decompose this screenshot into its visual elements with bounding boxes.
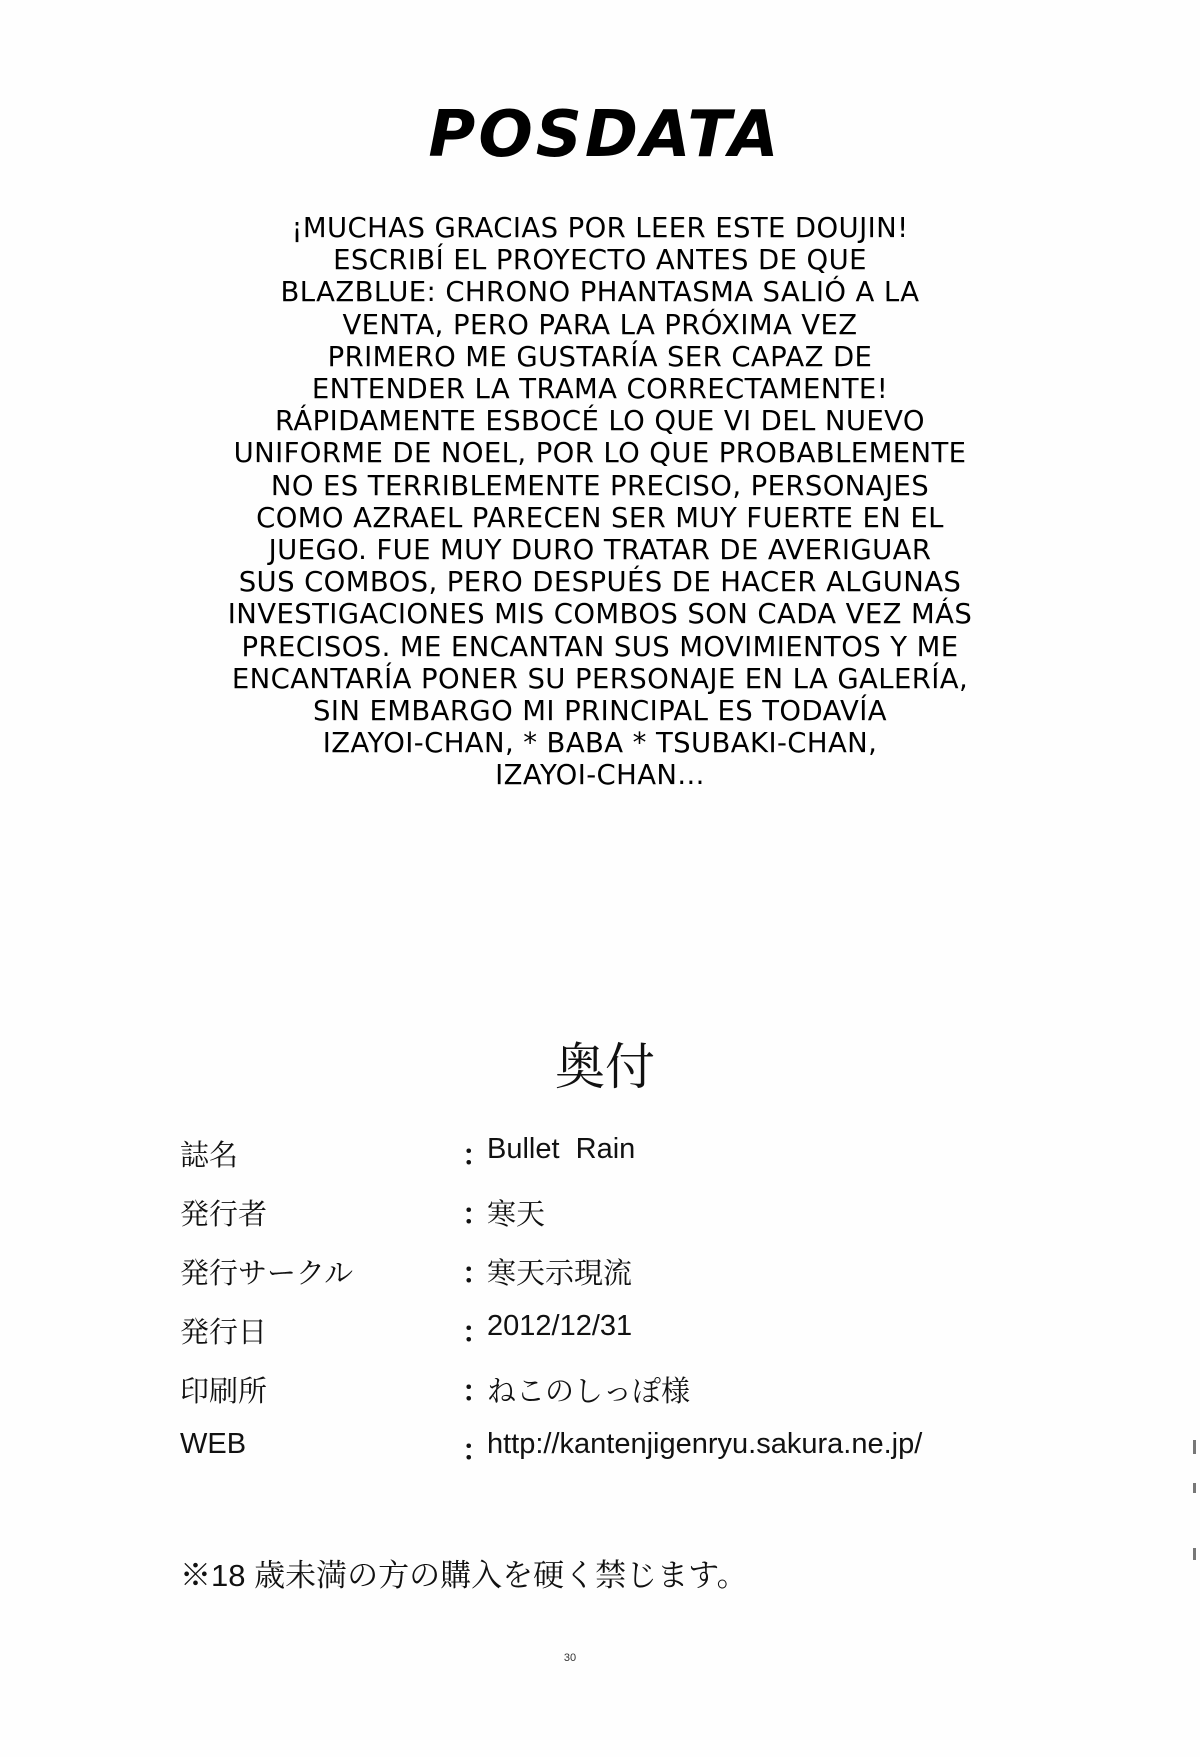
colophon-title: 奥付 xyxy=(555,1038,655,1096)
afterword-text xyxy=(150,212,1050,792)
colophon-label: 発行者 xyxy=(180,1199,268,1231)
colophon-row-web xyxy=(180,1428,1080,1487)
colophon-value: 寒天 xyxy=(487,1199,546,1231)
afterword-line: BLAZBLUE: CHRONO PHANTASMA SALIÓ A LA xyxy=(280,276,920,309)
afterword-line: PRIMERO ME GUSTARÍA SER CAPAZ DE xyxy=(327,340,873,373)
afterword-line: JUEGO. FUE MUY DURO TRATAR DE AVERIGUAR xyxy=(268,534,932,567)
afterword-line: ENTENDER LA TRAMA CORRECTAMENTE! xyxy=(311,373,889,406)
page-number: 30 xyxy=(563,1652,577,1664)
scan-edge-mark xyxy=(1193,1483,1196,1493)
colophon-colon: ： xyxy=(462,1317,492,1349)
colophon-label: 誌名 xyxy=(180,1140,239,1172)
afterword-line: VENTA, PERO PARA LA PRÓXIMA VEZ xyxy=(342,308,858,341)
colophon-label: 発行日 xyxy=(180,1317,268,1349)
afterword-line: NO ES TERRIBLEMENTE PRECISO, PERSONAJES xyxy=(270,469,930,502)
afterword-line: ENCANTARÍA PONER SU PERSONAJE EN LA GALERÍA, xyxy=(231,662,969,695)
colophon-row-date xyxy=(180,1310,1080,1369)
colophon-row-title xyxy=(180,1133,1080,1192)
colophon-table xyxy=(180,1133,1080,1487)
colophon-colon: ： xyxy=(462,1435,492,1467)
afterword-line: ESCRIBÍ EL PROYECTO ANTES DE QUE xyxy=(333,244,867,277)
colophon-value: Bullet Rain xyxy=(487,1133,636,1165)
scan-edge-mark xyxy=(1193,1440,1196,1454)
colophon-value: 寒天示現流 xyxy=(487,1258,633,1290)
colophon-colon: ： xyxy=(462,1376,492,1408)
colophon-row-printer xyxy=(180,1369,1080,1428)
page-title: POSDATA xyxy=(428,98,782,172)
colophon-row-circle xyxy=(180,1251,1080,1310)
afterword-line: RÁPIDAMENTE ESBOCÉ LO QUE VI DEL NUEVO xyxy=(275,405,925,438)
colophon-colon: ： xyxy=(462,1140,492,1172)
afterword-line: SIN EMBARGO MI PRINCIPAL ES TODAVÍA xyxy=(313,695,887,728)
colophon-label: WEB xyxy=(180,1428,247,1460)
afterword-line: INVESTIGACIONES MIS COMBOS SON CADA VEZ MÁS xyxy=(227,598,973,631)
scan-edge-mark xyxy=(1193,1548,1196,1560)
colophon-label: 発行サークル xyxy=(180,1258,354,1290)
afterword-line: IZAYOI-CHAN... xyxy=(495,759,705,792)
age-restriction-notice: ※18 歳未満の方の購入を硬く禁じます。 xyxy=(180,1558,748,1593)
colophon-label: 印刷所 xyxy=(180,1376,268,1408)
afterword-line: ¡MUCHAS GRACIAS POR LEER ESTE DOUJIN! xyxy=(291,212,909,244)
colophon-colon: ： xyxy=(462,1258,492,1290)
colophon-colon: ： xyxy=(462,1199,492,1231)
afterword-line: COMO AZRAEL PARECEN SER MUY FUERTE EN EL xyxy=(256,501,944,534)
afterword-line: IZAYOI-CHAN, * BABA * TSUBAKI-CHAN, xyxy=(322,727,878,760)
afterword-line: UNIFORME DE NOEL, POR LO QUE PROBABLEMENTE xyxy=(233,437,967,470)
colophon-value: ねこのしっぽ様 xyxy=(487,1376,691,1408)
colophon-value: 2012/12/31 xyxy=(487,1310,633,1342)
afterword-line: PRECISOS. ME ENCANTAN SUS MOVIMIENTOS Y ME xyxy=(241,630,959,663)
colophon-row-publisher xyxy=(180,1192,1080,1251)
afterword-line: SUS COMBOS, PERO DESPUÉS DE HACER ALGUNAS xyxy=(238,566,962,599)
colophon-web-link: http://kantenjigenryu.sakura.ne.jp/ xyxy=(487,1428,923,1460)
